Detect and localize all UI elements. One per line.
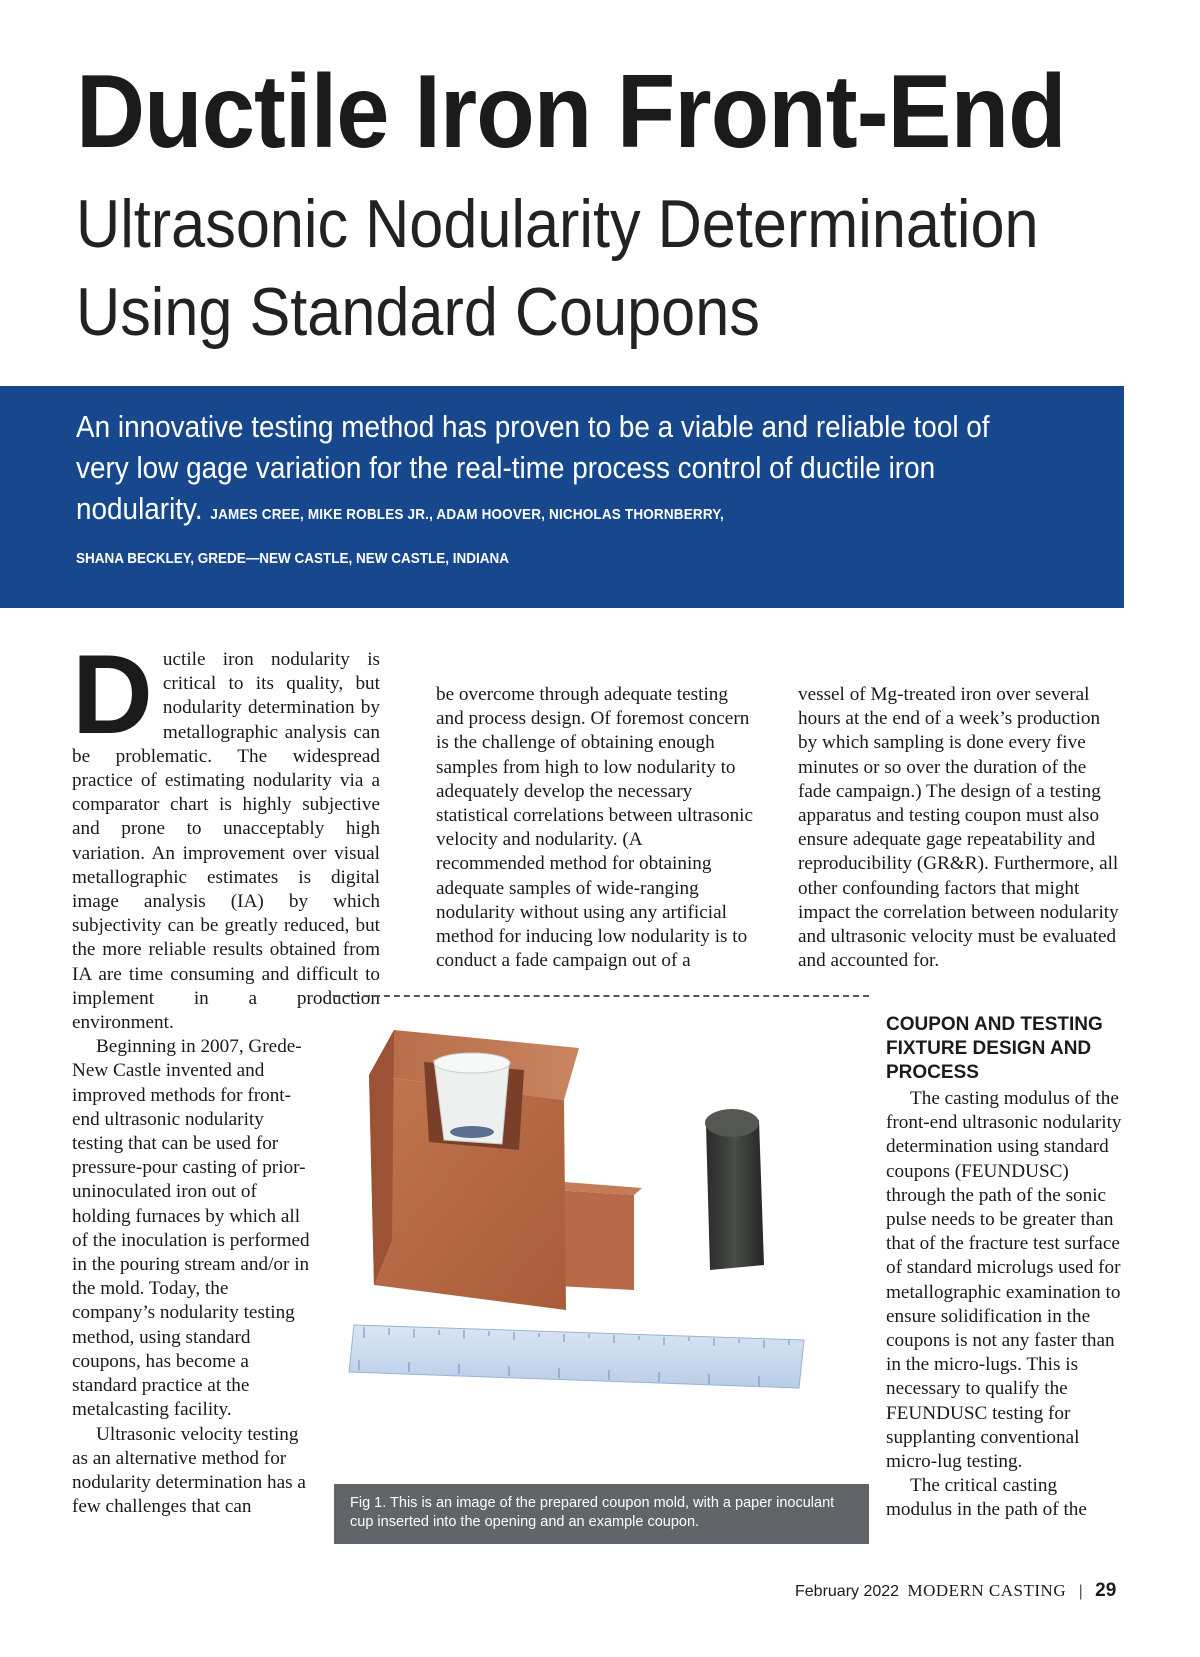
inoculant-cup (434, 1053, 510, 1144)
page-number: 29 (1095, 1580, 1117, 1601)
col1-paragraph-2: Beginning in 2007, Grede-New Castle invented and improved methods for front-end ultrasonic nodularity testing that can be used for pressure-pour casting of prior-uninoculated iron out of holding furnaces by which all of the inoculation is performed in the pouring stream and/or in the mold. Today, the company’s nodularity testing method, using standard coupons, has become a standard practice at the metalcasting facility. (72, 1036, 310, 1421)
issue-date: February 2022 (795, 1583, 900, 1600)
col3-paragraph-1: vessel of Mg-treated iron over several hours at the end of a week’s production by which sampling is done every five minutes or so over the duration of the fade campaign.) The design of a testing apparatus and testing coupon must also ensure adequate gage repeatability and reproducibility (GR&R). Furthermore, all other confounding factors that might impact the correlation between nodularity and ultrasonic velocity must be evaluated and accounted for. (798, 684, 1119, 972)
column-2 (436, 683, 754, 973)
col1-paragraph-3: Ultrasonic velocity testing as an alternative method for nodularity determination has a few challenges that can (72, 1423, 306, 1518)
col3-paragraph-2: The casting modulus of the front-end ultrasonic nodularity determination using standard coupons (FEUNDUSC) through the path of the sonic pulse needs to be greater than that of the fracture test surface of standard microlugs used for metallographic examination to ensure solidification in the coupons is not any faster than in the micro-lugs. This is necessary to qualify the FEUNDUSC testing for supplanting conventional micro-lug testing. (886, 1088, 1122, 1473)
page-footer (795, 1580, 1116, 1602)
figure-divider (334, 995, 869, 997)
deck (76, 406, 1012, 571)
col1-paragraph-1: uctile iron nodularity is critical to its quality, but nodularity determination by metallographic analysis can be problematic. The widespread practice of estimating nodularity via a comparator chart is highly subjective and prone to unacceptably high variation. An improvement over visual metallographic estimates is digital image analysis (IA) by which subjectivity can be greatly reduced, but the more reliable results obtained from IA are time consuming and difficult to implement in a production environment. (72, 649, 380, 1034)
column-3-lower (886, 1087, 1124, 1523)
byline-authors: JAMES CREE, MIKE ROBLES JR., ADAM HOOVER, NICHOLAS THORNBERRY, (210, 506, 724, 523)
subtitle-line-2: Using Standard Coupons (76, 274, 760, 350)
subtitle-line-1: Ultrasonic Nodularity Determination (76, 186, 1039, 262)
article-subtitle (76, 180, 1039, 356)
magazine-name: MODERN CASTING (907, 1581, 1067, 1600)
deck-text: An innovative testing method has proven to be a viable and reliable tool of very low gage variation for the real-time process control of ductile iron nodularity. (76, 409, 990, 526)
example-coupon (705, 1109, 764, 1270)
col3-paragraph-3: The critical casting modulus in the path of the (886, 1475, 1087, 1521)
column-3-upper (798, 683, 1120, 973)
footer-separator: | (1078, 1583, 1083, 1600)
col2-paragraph-1: be overcome through adequate testing and process design. Of foremost concern is the challenge of obtaining enough samples from high to low nodularity to adequately develop the necessary statistical correlations between ultrasonic velocity and nodularity. (A recommended method for obtaining adequate samples of wide-ranging nodularity without using any artificial method for inducing low nodularity is to conduct a fade campaign out of a (436, 684, 754, 972)
ruler (349, 1325, 804, 1388)
mold-side-tab (554, 1190, 634, 1290)
section-heading: COUPON AND TESTING FIXTURE DESIGN AND PROCESS (886, 1014, 1103, 1083)
byline-affiliation: SHANA BECKLEY, GREDE—NEW CASTLE, NEW CASTLE, INDIANA (76, 550, 510, 567)
figure-caption: Fig 1. This is an image of the prepared coupon mold, with a paper inoculant cup inserted into the opening and an example coupon. (334, 1484, 869, 1544)
article-title: Ductile Iron Front-End (76, 54, 1066, 170)
figure-photo (334, 1020, 869, 1470)
drop-cap: D (72, 632, 153, 757)
coupon-mold-illustration (334, 1020, 869, 1470)
